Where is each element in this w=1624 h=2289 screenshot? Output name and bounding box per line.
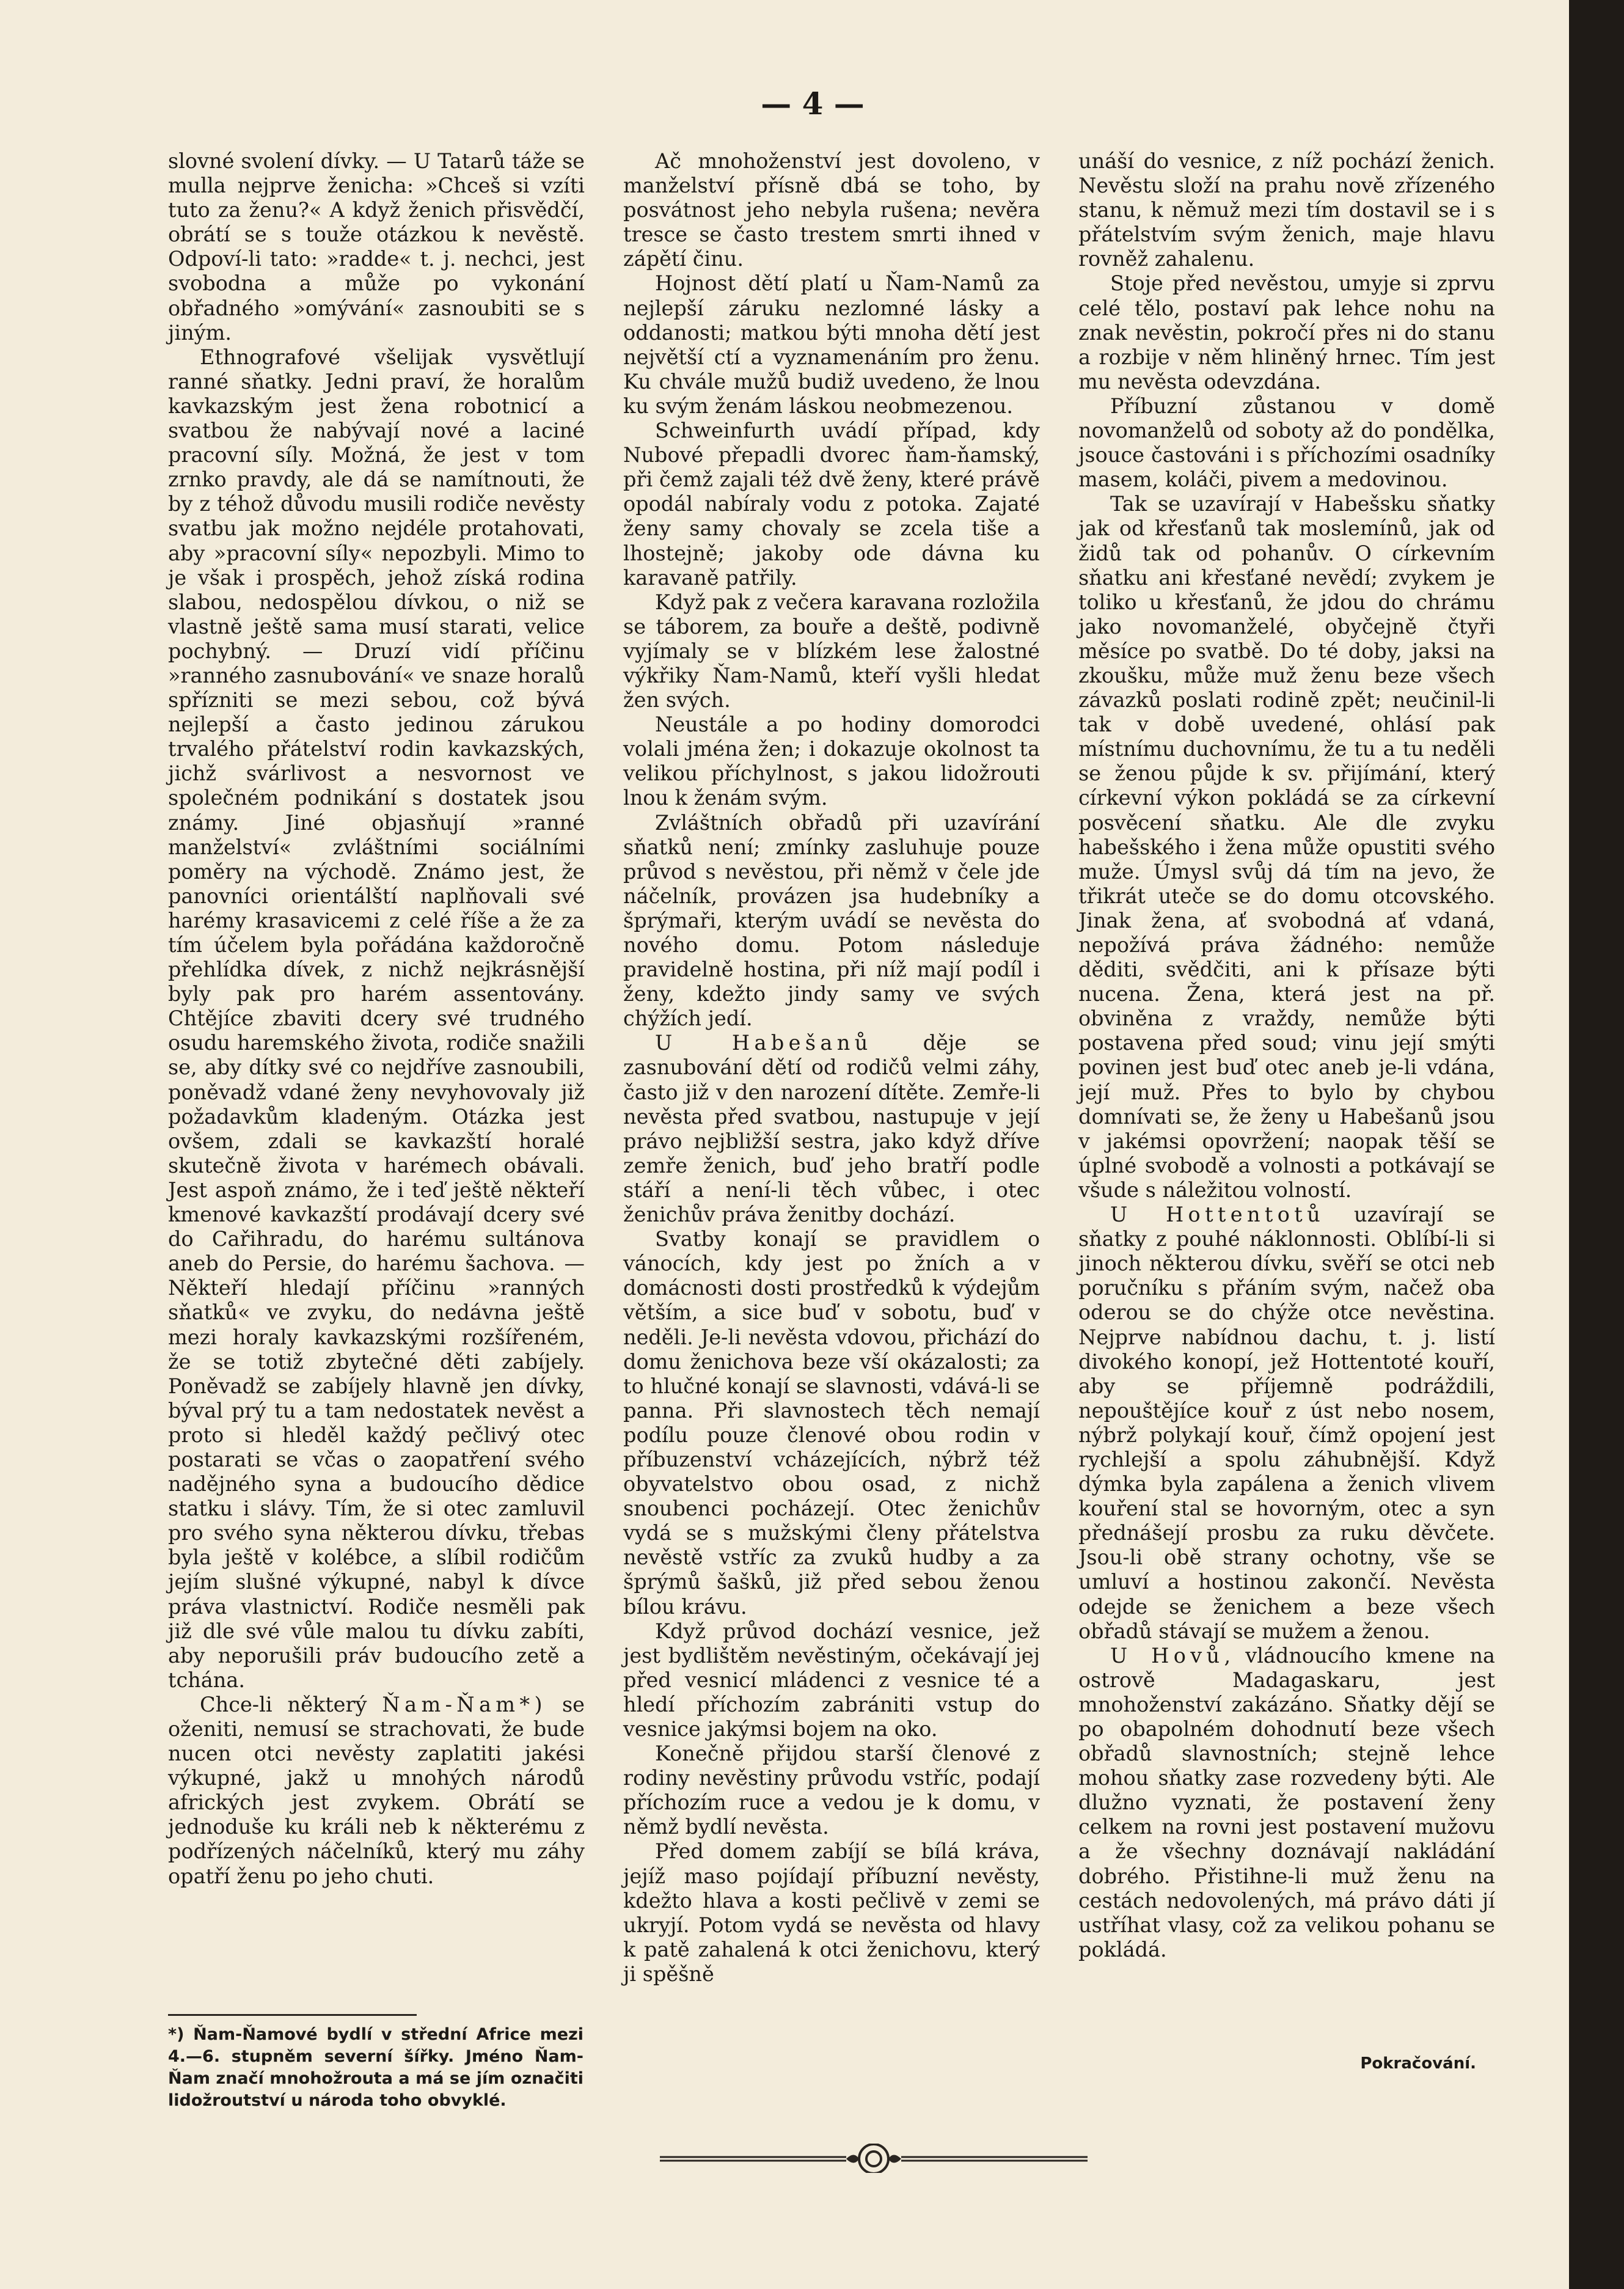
text-column-3	[1078, 149, 1495, 1962]
paragraph: Ethnografové všelijak vysvětlují ranné sňatky. Jedni praví, že horalům kavkazským jest žena robotnicí a svatbou že nabývají nové a laciné pracovní síly. Možná, že jest v tom zrnko pravdy, ale dá se namítnouti, že by z téhož důvodu musili rodiče nevěsty svatbu jak možno nejdéle protahovati, aby »pracovní síly« nepozbyli. Mimo to je však i prospěch, jehož získá rodina slabou, nedospělou dívkou, o niž se vlastně ještě sama musí starati, velice pochybný. — Druzí vidí příčinu »ranného zasnubování« ve snaze horalů spřízniti se mezi sebou, což bývá nejlepší a často jedinou zárukou trvalého přátelství rodin kavkazských, jichž svárlivost a nesvornost ve společném podnikání s dostatek jsou známy. Jiné objasňují »ranné manželství« zvláštními sociálními poměry na východě. Známo jest, že panovníci orientálští naplňovali své harémy krasavicemi z celé říše a že za tím účelem byla pořádána každoročně přehlídka dívek, z nichž nejkrásnější byly pak pro harém assentovány. Chtějíce zbaviti dcery své trudného osudu haremského života, rodiče snažili se, aby dítky své co nejdříve zasnoubili, poněvadž vdané ženy nevyhovovaly již požadavkům kladeným. Otázka jest ovšem, zdali se kavkazští horalé skutečně života v harémech obávali. Jest aspoň známo, že i teď ještě někteří kmenové kavkazští prodávají dcery své do Cařihradu, do harému sultánova aneb do Persie, do harému šachova. — Někteří hledají příčinu »ranných sňatků« ve zvyku, do nedávna ještě mezi horaly kavkazskými rozšířeném, že se totiž zbytečné děti zabíjely. Poněvadž se zabíjely hlavně jen dívky, býval prý tu a tam nedostatek nevěst a proto si hleděl každý pečlivý otec postarati se včas o zaopatření svého nadějného syna a budoucího dědice statku i slávy. Tím, že si otec zamluvil pro svého syna některou dívku, třebas byla ještě v kolébce, a slíbil rodičům jejím slušné výkupné, nabyl k dívce práva vlastnictví. Rodiče nesměli pak již dle své vůle malou tu dívku zabíti, aby neporušili práv budoucího zetě a tchána.	[168, 345, 585, 1692]
text-column-1	[168, 149, 585, 1889]
spaced-term: U Hottentotů	[1110, 1203, 1325, 1227]
paragraph	[168, 1693, 585, 1889]
paragraph: Schweinfurth uvádí případ, kdy Nubové přepadli dvorec ňam-ňamský, při čemž zajali též dvě ženy, které právě opodál nabíraly vodu z potoka. Zajaté ženy samy chovaly se zcela tiše a lhostejně; jakoby ode dávna ku karavaně patřily.	[623, 419, 1040, 590]
paragraph-text: se oženiti, nemusí se strachovati, že bude nucen otci nevěsty zaplatiti jakési výkupné, jakž u mnohých národů afrických jest zvykem. Obrátí se jednoduše ku králi neb k některému z podřízených náčelníků, který mu záhy opatří ženu po jeho chuti.	[168, 1692, 585, 1888]
paragraph: Neustále a po hodiny domorodci volali jména žen; i dokazuje okolnost ta velikou příchylnost, s jakou lidožrouti lnou k ženám svým.	[623, 712, 1040, 810]
text-column-2	[623, 149, 1040, 1987]
footnote-rule	[168, 2014, 417, 2016]
spaced-term: U Hovů	[1110, 1643, 1224, 1668]
paragraph: Před domem zabíjí se bílá kráva, jejíž maso pojídají příbuzní nevěsty, kdežto hlava a kosti pečlivě v zemi se ukryjí. Potom vydá se nevěsta od hlavy k patě zahalená k otci ženichovu, který ji spěšně	[623, 1839, 1040, 1986]
spaced-term: U Habešanů	[655, 1031, 872, 1055]
footnote: *) Ňam-Ňamové bydlí v střední Africe mezi 4.—6. stupněm severní šířky. Jméno Ňam-Ňam značí mnohožrouta a má se jím označiti lidožroutství u národa toho obvyklé.	[168, 2025, 583, 2110]
paragraph-text: Chce-li některý	[200, 1692, 382, 1716]
paragraph	[1078, 1644, 1495, 1962]
paragraph-text: uzavírají se sňatky z pouhé náklonnosti. Oblíbí-li si jinoch některou dívku, svěří se otci neb poručníku s přáním svým, načež oba oderou se do chýže otce nevěstina. Nejprve nabídnou dachu, t. j. listí divokého konopí, jež Hottentoté kouří, aby se příjemně podráždili, nepouštějíce kouř z úst nebo nosem, nýbrž polykají kouř, čímž opojení jest rychlejší a spolu záhubnější. Když dýmka byla zapálena a ženich vlivem kouření stal se hovorným, otec a syn přednášejí prosbu za ruku děvčete. Jsou-li obě strany ochotny, vše se umluví a hostinou zakončí. Nevěsta odejde se ženichem a beze všech obřadů stávají se mužem a ženou.	[1078, 1203, 1495, 1643]
paragraph: slovné svolení dívky. — U Tatarů táže se mulla nejprve ženicha: »Chceš si vzíti tuto za ženu?« A když ženich přisvědčí, obrátí se s touže otázkou k nevěstě. Odpoví-li tato: »radde« t. j. nechci, jest svobodna a může po vykonání obřadného »omývání« zasnoubiti se s jiným.	[168, 149, 585, 345]
paragraph: Když průvod dochází vesnice, jež jest bydlištěm nevěstiným, očekávají jej před vesnicí mládenci z vesnice té a hledí příchozím zabrániti vstup do vesnice jakýmsi bojem na oko.	[623, 1619, 1040, 1741]
paragraph: Zvláštních obřadů při uzavírání sňatků není; zmínky zasluhuje pouze průvod s nevěstou, při němž v čele jde náčelník, provázen jsa hudebníky a šprýmaři, kterým uvádí se nevěsta do nového domu. Potom následuje pravidelně hostina, při níž mají podíl i ženy, kdežto jindy samy ve svých chýžích jedí.	[623, 810, 1040, 1031]
spaced-term: Ňam-Ňam*)	[382, 1692, 547, 1716]
paragraph: Hojnost dětí platí u Ňam-Namů za nejlepší záruku nezlomné lásky a oddanosti; matkou býti mnoha dětí jest největší ctí a vyznamenáním pro ženu. Ku chvále mužů budiž uvedeno, že lnou ku svým ženám láskou neobmezenou.	[623, 271, 1040, 418]
continued-label: Pokračování.	[1360, 2054, 1476, 2073]
page-number: — 4 —	[761, 86, 865, 122]
paragraph-text: , vládnoucího kmene na ostrově Madagaskaru, jest mnohoženství zakázáno. Sňatky dějí se po obapolném dohodnutí beze všech obřadů slavnostních; stejně lehce mohou sňatky zase rozvedeny býti. Ale dlužno vyznati, že postavení ženy celkem na rovni jest postavení mužovu a že všechny doznávají nakládání dobrého. Přistihne-li muž ženu na cestách nedovolených, má právo dáti jí ustříhat vlasy, což za velikou pohanu se pokládá.	[1078, 1643, 1495, 1961]
paragraph: Ač mnohoženství jest dovoleno, v manželství přísně dbá se toho, by posvátnost jeho nebyla rušena; nevěra tresce se často trestem smrti ihned v zápětí činu.	[623, 149, 1040, 271]
paragraph: Tak se uzavírají v Habešsku sňatky jak od křesťanů tak moslemínů, jak od židů tak od pohanův. O církevním sňatku ani křesťané nevědí; zvykem je toliko u křesťanů, že jdou do chrámu jako novomanželé, obyčejně čtyři měsíce po svatbě. Do té doby, jaksi na zkoušku, může muž ženu beze všech závazků poslati rodině zpět; neučinil-li tak v době uvedené, ohlásí pak místnímu duchovnímu, že tu a tu neděli se ženou půjde k sv. přijímání, který církevní výkon pokládá se za církevní posvěcení sňatku. Ale dle zvyku habešského i žena může opustiti svého muže. Úmysl svůj dá tím na jevo, že třikrát uteče se do domu otcovského. Jinak žena, ať svobodná ať vdaná, nepožívá práva žádného: nemůže děditi, svědčiti, ani k přísaze býti nucena. Žena, která jest na př. obviněna z vraždy, nemůže býti postavena před soud; vinu její smýti povinen jest buď otec aneb je-li vdána, její muž. Přes to bylo by chybou domnívati se, že ženy u Habešanů jsou v jakémsi opovržení; naopak těší se úplné svobodě a volnosti a potkávají se všude s náležitou volností.	[1078, 492, 1495, 1202]
paragraph: Svatby konají se pravidlem o vánocích, kdy jest po žních a v domácnosti dosti prostředků k výdejům větším, a sice buď v sobotu, buď v neděli. Je-li nevěsta vdovou, přichází do domu ženichova beze vší okázalosti; za to hlučné konají se slavnosti, vdává-li se panna. Při slavnostech těch nemají podílu pouze členové obou rodin v příbuzenství vcházejících, nýbrž též obyvatelstvo obou osad, z nichž snoubenci pocházejí. Otec ženichův vydá se s mužskými členy přátelstva nevěstě vstříc za zvuků hudby a za šprýmů šašků, již před sebou ženou bílou krávu.	[623, 1227, 1040, 1619]
paragraph: Konečně přijdou starší členové z rodiny nevěstiny průvodu vstříc, podají příchozím ruce a vedou je k domu, v němž bydlí nevěsta.	[623, 1741, 1040, 1839]
scan-edge	[1569, 0, 1624, 2289]
paragraph	[623, 1031, 1040, 1227]
paragraph	[1078, 1203, 1495, 1644]
paragraph: Příbuzní zůstanou v domě novomanželů od soboty až do pondělka, jsouce častováni i s příchozími osadníky masem, koláči, pivem a medovinou.	[1078, 394, 1495, 492]
paragraph-text: děje se zasnubování dětí od rodičů velmi záhy, často již v den narození dítěte. Zemře-li nevěsta před svatbou, nastupuje v její právo nejbližší sestra, jako když dříve zemře ženich, buď jeho bratří podle stáří a není-li těch vůbec, i otec ženichův práva ženitby dochází.	[623, 1031, 1040, 1227]
paragraph: Stoje před nevěstou, umyje si zprvu celé tělo, postaví pak lehce nohu na znak nevěstin, pokročí přes ni do stanu a rozbije v něm hliněný hrnec. Tím jest mu nevěsta odevzdána.	[1078, 271, 1495, 394]
ornament-divider-icon	[660, 2144, 1088, 2173]
paragraph: unáší do vesnice, z níž pochází ženich. Nevěstu složí na prahu nově zřízeného stanu, k němuž mezi tím dostavil se i s přátelstvím svým ženich, maje hlavu rovněž zahalenu.	[1078, 149, 1495, 271]
paragraph: Když pak z večera karavana rozložila se táborem, za bouře a deště, podivně vyjímaly se v blízkém lese žalostné výkřiky Ňam-Namů, kteří vyšli hledat žen svých.	[623, 590, 1040, 712]
